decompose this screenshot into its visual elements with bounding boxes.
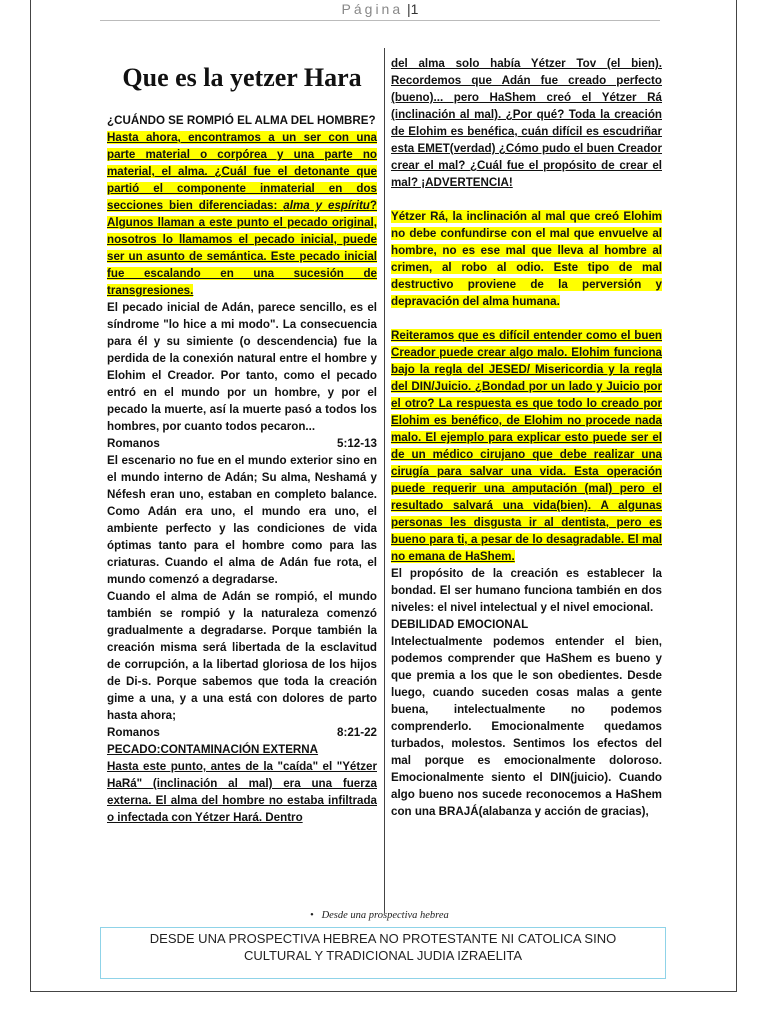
page-separator: | bbox=[403, 1, 411, 17]
page-number: 1 bbox=[410, 1, 419, 17]
paragraph-proposito: El propósito de la creación es establecer la bondad. El ser humano funciona también en dos niveles: el nivel intelectual y el nivel emocional. bbox=[391, 567, 662, 614]
document-title: Que es la yetzer Hara bbox=[122, 63, 362, 92]
bullet-icon: • bbox=[310, 910, 314, 921]
subheading-debilidad: DEBILIDAD EMOCIONAL bbox=[391, 618, 529, 631]
paragraph-intelectualmente: Intelectualmente podemos entender el bien, podemos comprender que HaShem es bueno y que premia a los que le son obedientes. Desde luego, cuando suceden cosas malas a gente buena, intelectualmente no podemos comprenderlo. Emocionalmente quedamos turbados, molestos. Sentimos los efectos del mal porque es emocionalmente doloroso. Emocionalmente siento el DIN(juicio). Cuando algo bueno nos sucede reconocemos a HaShem con una BRAJÁ(alabanza y acción de gracias), bbox=[391, 635, 662, 818]
paragraph-alma-rota: Cuando el alma de Adán se rompió, el mundo también se rompió y la naturaleza comenzó gradualmente a degradarse. Porque también la creación misma será libertada de la esclavitud de corrupción, a la libertad gloriosa de los hijos de Di-s. Porque sabemos que toda la creación gime a una, y a una está con dolores de parto hasta ahora; bbox=[107, 590, 377, 722]
section-heading-alma: ¿CUÁNDO SE ROMPIÓ EL ALMA DEL HOMBRE? bbox=[107, 114, 376, 127]
page-label: Página bbox=[341, 1, 404, 17]
paragraph-escenario: El escenario no fue en el mundo exterior sino en el mundo interno de Adán; Su alma, Neshamá y Néfesh eran uno, estaban en completo balance. Como Adán era uno, el mundo era uno, el ambiente perfecto y las condiciones de vida óptimas tanto para el hombre como para las criaturas. Cuando el alma de Adán fue rota, el mundo comenzó a degradarse. bbox=[107, 454, 377, 586]
footer-box bbox=[100, 927, 666, 979]
reference-romanos-5: Romanos 5:12-13 bbox=[107, 437, 377, 450]
page-header bbox=[100, 0, 660, 21]
paragraph-yetzer-externo: Hasta este punto, antes de la "caída" el "Yétzer HaRá" (inclinación al mal) era una fuerza externa. El alma del hombre no estaba infiltrada o infectada con Yétzer Hará. Dentro bbox=[107, 760, 377, 824]
right-column bbox=[391, 55, 662, 820]
subheading-contaminacion: PECADO:CONTAMINACIÓN EXTERNA bbox=[107, 743, 319, 756]
left-column bbox=[107, 40, 377, 826]
paragraph-reiteramos: Reiteramos que es difícil entender como el buen Creador puede crear algo malo. Elohim funciona bajo la regla del JESED/ Misericordia y la regla del DIN/Juicio. ¿Bondad por un lado y Juicio por el otro? La respuesta es que todo lo creado por Elohim es benéfico, de Elohim no procede nada malo. El ejemplo para explicar esto puede ser el de un médico cirujano que debe realizar una cirugía para salvar una vida. Esta operación puede requerir una amputación (mal) pero el resultado salvará una vida(bien). A algunas personas les disgusta ir al dentista, pero es bueno para ti, a pesar de lo desagradable. El mal no emana de HaShem. bbox=[391, 329, 662, 563]
paragraph-yetzer-ra: Yétzer Rá, la inclinación al mal que creó Elohim no debe confundirse con el mal que envuelve al hombre, no es ese mal que lleva al hombre al crimen, al robo al odio. Este tipo de mal destructivo proviene de la perversión y depravación del alma humana. bbox=[391, 210, 662, 308]
footer-box-line1: DESDE UNA PROSPECTIVA HEBREA NO PROTESTANTE NI CATOLICA SINO bbox=[149, 931, 617, 946]
footer-box-line2: CULTURAL Y TRADICIONAL JUDIA IZRAELITA bbox=[243, 948, 523, 963]
footer-note: • Desde una prospectiva hebrea bbox=[310, 910, 449, 921]
highlighted-paragraph: Hasta ahora, encontramos a un ser con una parte material o corpórea y una parte no material, el alma. ¿Cuál fue el detonante que partió el componente inmaterial en dos secciones bien diferenciadas: alma y espíritu? Algunos llaman a este punto el pecado original, nosotros lo llamamos el pecado inicial, puede ser un asunto de semántica. Este pecado inicial fue escalando en una sucesión de transgresiones. bbox=[107, 131, 377, 297]
reference-romanos-8: Romanos 8:21-22 bbox=[107, 726, 377, 739]
paragraph-pecado-inicial: El pecado inicial de Adán, parece sencillo, es el síndrome "lo hice a mi modo". La consecuencia para él y su simiente (o descendencia) fue la perdida de la conexión natural entre el hombre y Elohim el Creador. Por tanto, como el pecado entró en el mundo por un hombre, y por el pecado la muerte, así la muerte pasó a todos los hombres, por cuanto todos pecaron... bbox=[107, 301, 377, 433]
column-divider bbox=[384, 48, 385, 913]
paragraph-yetzer-tov: del alma solo había Yétzer Tov (el bien). Recordemos que Adán fue creado perfecto (bueno)... pero HaShem creó el Yétzer Rá (inclinación al mal). ¿Por qué? Toda la creación de Elohim es benéfica, cuán difícil es escudriñar esta EMET(verdad) ¿Cómo pudo el buen Creador crear el mal? ¿Cuál fue el propósito de crear el mal? ¡ADVERTENCIA! bbox=[391, 57, 662, 189]
